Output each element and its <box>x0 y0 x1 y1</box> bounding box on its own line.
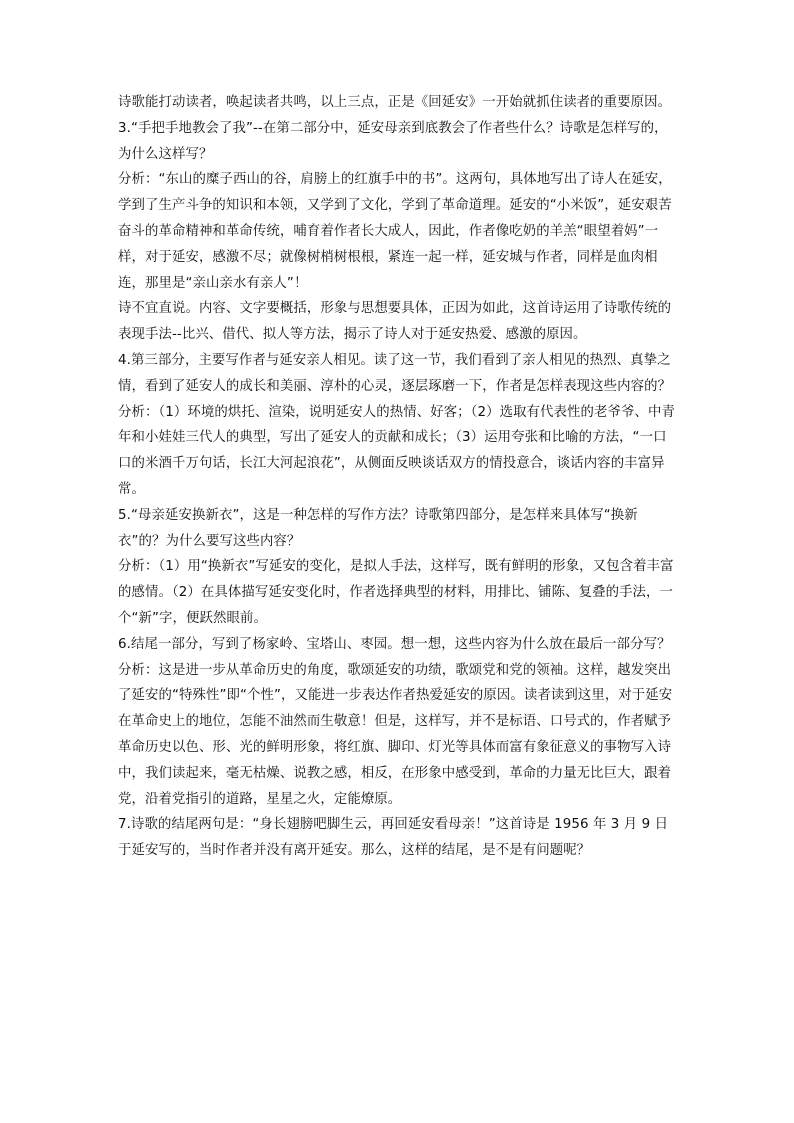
document-page <box>118 90 678 864</box>
analysis-4: 分析：（1）环境的烘托、渲染，说明延安人的热情、好客；（2）选取有代表性的老爷爷、中青年和小娃娃三代人的典型，写出了延安人的贡献和成长；（3）运用夸张和比喻的方法，“一口口的米酒千万句话，长江大河起浪花”，从侧面反映谈话双方的情投意合，谈话内容的丰富异常。 <box>118 404 675 497</box>
question-5: 5.“母亲延安换新衣”，这是一种怎样的写作方法？诗歌第四部分，是怎样来具体写“换新衣”的？为什么要写这些内容？ <box>118 507 638 549</box>
analysis-3: 分析：“东山的糜子西山的谷，肩膀上的红旗手中的书”。这两句，具体地写出了诗人在延安，学到了生产斗争的知识和本领，又学到了文化，学到了革命道理。延安的“小米饭”，延安艰苦奋斗的革命精神和革命传统，哺育着作者长大成人，因此，作者像吃奶的羊羔“眼望着妈”一样，对于延安，感激不尽；就像树梢树根根，紧连一起一样，延安城与作者，同样是血肉相连，那里是“亲山亲水有亲人”！ <box>118 172 672 291</box>
analysis-5: 分析：（1）用“换新衣”写延安的变化，是拟人手法，这样写，既有鲜明的形象，又包含着丰富的感情。（2）在具体描写延安变化时，作者选择典型的材料，用排比、铺陈、复叠的手法，一个“新”字，便跃然眼前。 <box>118 559 674 626</box>
paragraph-intro-conclusion: 诗歌能打动读者，唤起读者共鸣，以上三点，正是《回延安》一开始就抓住读者的重要原因。 <box>118 95 672 110</box>
analysis-6: 分析：这是进一步从革命历史的角度，歌颂延安的功绩，歌颂党和党的领袖。这样，越发突出了延安的“特殊性”即“个性”，又能进一步表达作者热爱延安的原因。读者读到这里，对于延安在革命史上的地位，怎能不油然而生敬意！但是，这样写，并不是标语、口号式的，作者赋予革命历史以色、形、光的鲜明形象，将红旗、脚印、灯光等具体而富有象征意义的事物写入诗中，我们读起来，毫无枯燥、说教之感，相反，在形象中感受到，革命的力量无比巨大，跟着党，沿着党指引的道路，星星之火，定能燎原。 <box>118 662 673 807</box>
question-6: 6.结尾一部分，写到了杨家岭、宝塔山、枣园。想一想，这些内容为什么放在最后一部分写？ <box>118 636 671 652</box>
analysis-3-continued: 诗不宜直说。内容、文字要概括，形象与思想要具体，正因为如此，这首诗运用了诗歌传统的表现手法--比兴、借代、拟人等方法，揭示了诗人对于延安热爱、感激的原因。 <box>118 301 672 343</box>
question-7: 7.诗歌的结尾两句是：“身长翅膀吧脚生云，再回延安看母亲！”这首诗是 1956 年 3 月 9 日于延安写的，当时作者并没有离开延安。那么，这样的结尾，是不是有问题呢？ <box>118 817 669 859</box>
question-3: 3.“手把手地教会了我”--在第二部分中，延安母亲到底教会了作者些什么？诗歌是怎样写的，为什么这样写？ <box>118 120 668 162</box>
question-4: 4.第三部分，主要写作者与延安亲人相见。读了这一节，我们看到了亲人相见的热烈、真挚之情，看到了延安人的成长和美丽、淳朴的心灵，逐层琢磨一下，作者是怎样表现这些内容的？ <box>118 352 672 394</box>
